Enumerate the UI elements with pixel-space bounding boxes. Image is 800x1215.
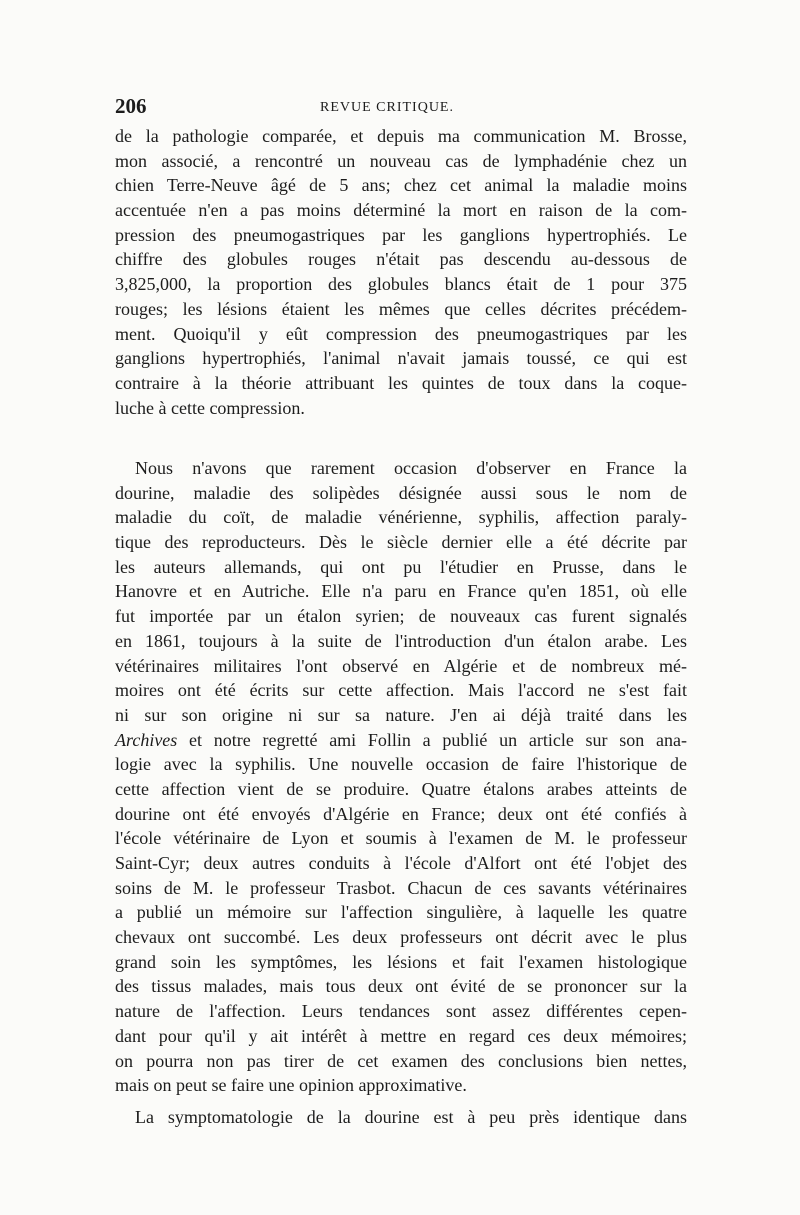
- page-header: [115, 94, 685, 122]
- paragraph-3: [115, 1105, 687, 1130]
- text-line: mais on peut se faire une opinion approximative.: [115, 1075, 467, 1096]
- text-line: rouges; les lésions étaient les mêmes que celles décrites précédem-: [115, 298, 687, 319]
- text-line: ment. Quoiqu'il y eût compression des pneumogastriques par les: [115, 323, 687, 344]
- text-line: l'école vétérinaire de Lyon et soumis à l'examen de M. le professeur: [115, 828, 687, 849]
- text-line: de la pathologie comparée, et depuis ma communication M. Brosse,: [115, 126, 687, 146]
- text-line: mon associé, a rencontré un nouveau cas de lymphadénie chez un: [115, 150, 687, 171]
- paragraph-1: [115, 124, 687, 420]
- text-line: pression des pneumogastriques par les ganglions hypertrophiés. Le: [115, 224, 687, 245]
- text-line: a publié un mémoire sur l'affection singulière, à laquelle les quatre: [115, 902, 687, 923]
- text-line: en 1861, toujours à la suite de l'introduction d'un étalon arabe. Les: [115, 630, 687, 651]
- text-line: cette affection vient de se produire. Quatre étalons arabes atteints de: [115, 778, 687, 799]
- text-line: on pourra non pas tirer de cet examen des conclusions bien nettes,: [115, 1050, 687, 1071]
- text-line: Saint-Cyr; deux autres conduits à l'école d'Alfort ont été l'objet des: [115, 853, 687, 873]
- text-line: vétérinaires militaires l'ont observé en Algérie et de nombreux mé-: [115, 655, 687, 676]
- text-line: nature de l'affection. Leurs tendances sont assez différentes cepen-: [115, 1001, 687, 1022]
- text-line: 3,825,000, la proportion des globules blancs était de 1 pour 375: [115, 274, 687, 295]
- text-line-with-italic: [115, 728, 687, 753]
- text-line: dant pour qu'il y ait intérêt à mettre en regard ces deux mémoires;: [115, 1025, 687, 1046]
- text-line: des tissus malades, mais tous deux ont évité de se prononcer sur la: [115, 976, 687, 997]
- italic-title: Archives: [115, 729, 178, 750]
- text-line: Nous n'avons que rarement occasion d'observer en France la: [135, 458, 687, 478]
- page-number: 206: [115, 94, 147, 118]
- text-line: chiffre des globules rouges n'était pas descendu au-dessous de: [115, 249, 687, 270]
- text-line: chevaux ont succombé. Les deux professeurs ont décrit avec le plus: [115, 927, 687, 948]
- text-line: logie avec la syphilis. Une nouvelle occasion de faire l'historique de: [115, 754, 687, 775]
- text-line: dourine ont été envoyés d'Algérie en France; deux ont été confiés à: [115, 803, 687, 824]
- text-line: moires ont été écrits sur cette affection. Mais l'accord ne s'est fait: [115, 680, 687, 701]
- text-line: Hanovre et en Autriche. Elle n'a paru en France qu'en 1851, où elle: [115, 581, 687, 602]
- text-line: grand soin les symptômes, les lésions et fait l'examen histologique: [115, 951, 687, 972]
- running-head: REVUE CRITIQUE.: [320, 100, 454, 115]
- text-line: La symptomatologie de la dourine est à peu près identique dans: [135, 1107, 687, 1127]
- text-line: contraire à la théorie attribuant les quintes de toux dans la coque-: [115, 372, 687, 393]
- text-line: maladie du coït, de maladie vénérienne, syphilis, affection paraly-: [115, 507, 687, 528]
- paragraph-2: [115, 456, 687, 1098]
- text-line: les auteurs allemands, qui ont pu l'étudier en Prusse, dans le: [115, 556, 687, 577]
- text-line: luche à cette compression.: [115, 397, 305, 418]
- text-line-rest: et notre regretté ami Follin a publié un article sur son ana-: [177, 729, 687, 750]
- text-line: dourine, maladie des solipèdes désignée aussi sous le nom de: [115, 482, 687, 503]
- text-line: tique des reproducteurs. Dès le siècle dernier elle a été décrite par: [115, 532, 687, 553]
- text-line: fut importée par un étalon syrien; de nouveaux cas furent signalés: [115, 606, 687, 627]
- text-line: ni sur son origine ni sur sa nature. J'en ai déjà traité dans les: [115, 704, 687, 725]
- text-line: soins de M. le professeur Trasbot. Chacun de ces savants vétérinaires: [115, 877, 687, 898]
- text-line: accentuée n'en a pas moins déterminé la mort en raison de la com-: [115, 200, 687, 221]
- text-line: ganglions hypertrophiés, l'animal n'avait jamais toussé, ce qui est: [115, 348, 687, 369]
- text-line: chien Terre-Neuve âgé de 5 ans; chez cet animal la maladie moins: [115, 175, 687, 196]
